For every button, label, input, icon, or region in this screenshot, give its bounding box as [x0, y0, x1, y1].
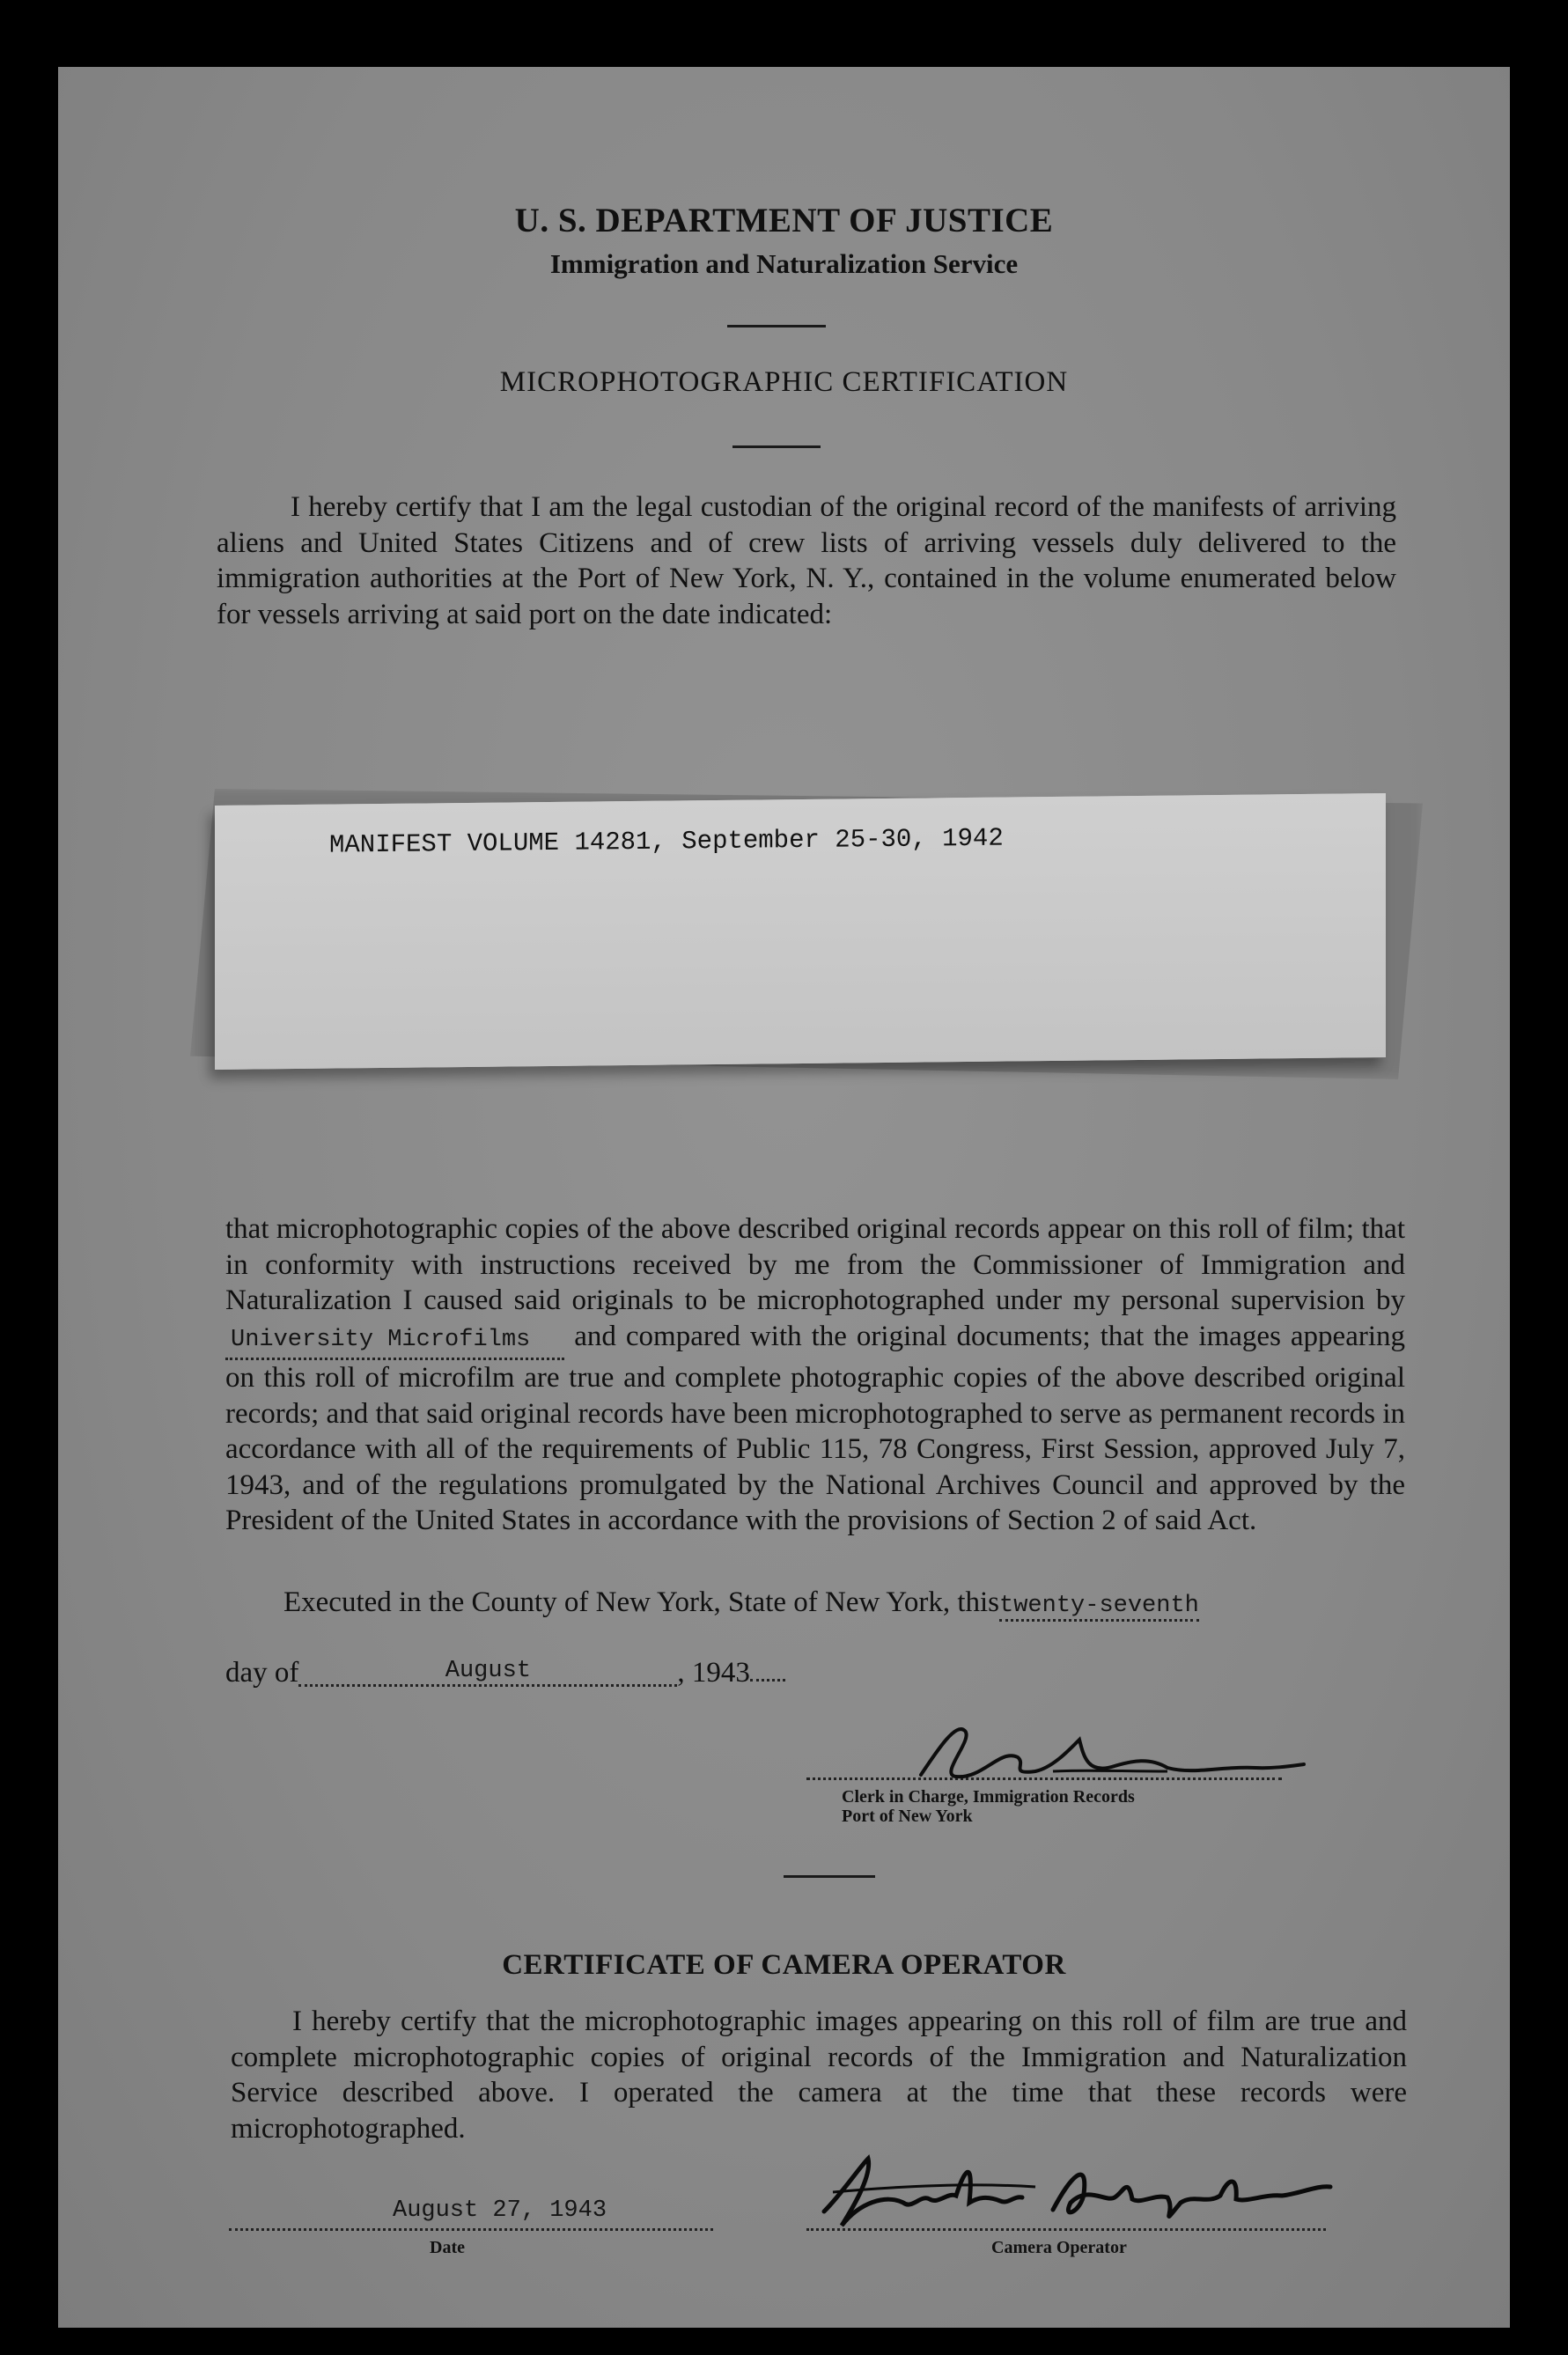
- page-title: U. S. DEPARTMENT OF JUSTICE: [514, 202, 1054, 239]
- executed-prefix: Executed in the County of New York, State of New York, this: [283, 1586, 1000, 1618]
- executed-day: twenty-seventh: [999, 1593, 1199, 1619]
- year-value: , 1943: [677, 1657, 750, 1689]
- supervisor-field: [225, 1319, 564, 1361]
- supervisor-value: University Microfilms: [231, 1326, 531, 1353]
- month-field: [298, 1652, 677, 1687]
- year-dots: [750, 1679, 785, 1682]
- volume-label: MANIFEST VOLUME 14281, September 25-30, 1942: [329, 823, 1004, 860]
- divider: [784, 1875, 875, 1878]
- date-line: [229, 2226, 713, 2231]
- operator-signature: [806, 2141, 1335, 2238]
- executed-day-field: [999, 1586, 1199, 1622]
- divider: [732, 445, 821, 448]
- executed-line: [283, 1586, 1199, 1622]
- certification-paragraph-1: I hereby certify that I am the legal custodian of the original record of the manifests of arriving aliens and United States Citizens and of crew lists of arriving vessels duly delivered to the immigration authorities at the Port of New York, N. Y., contained in the volume enumerated below for vessels arriving at said port on the date indicated:: [217, 491, 1396, 630]
- operator-label: Camera Operator: [991, 2238, 1127, 2257]
- paragraph-2-after: and compared with the original documents; that the images appearing on this roll of microfilm are true and complete photographic copies of the above described original records; and that said original records have been microphotographed to serve as permanent records in accordance with all of the requirements of Public 115, 78 Congress, First Session, approved July 7, 1943, and of the regulations promulgated by the National Archives Council and approved by the President of the United States in accordance with the provisions of Section 2 of said Act.: [225, 1320, 1405, 1536]
- date-value: August 27, 1943: [393, 2197, 607, 2224]
- certification-heading: MICROPHOTOGRAPHIC CERTIFICATION: [499, 366, 1069, 398]
- month-value: August: [445, 1658, 531, 1684]
- certificate-sheet: [58, 67, 1510, 2328]
- clerk-title-1: Clerk in Charge, Immigration Records: [842, 1787, 1135, 1807]
- clerk-signature: [903, 1713, 1308, 1792]
- clerk-title-2: Port of New York: [842, 1807, 973, 1826]
- day-of-line: [225, 1657, 785, 1692]
- date-label: Date: [430, 2238, 465, 2257]
- camera-paragraph: I hereby certify that the microphotographic images appearing on this roll of film are true and complete microphotographic copies of original records of the Immigration and Naturalization Service described above. I operated the camera at the time that these records were microphotographed.: [231, 2005, 1407, 2145]
- page-subtitle: Immigration and Naturalization Service: [549, 248, 1019, 279]
- camera-heading: CERTIFICATE OF CAMERA OPERATOR: [502, 1949, 1066, 1981]
- volume-label-slip: [215, 793, 1386, 1070]
- divider: [727, 325, 826, 327]
- paragraph-2-before: that microphotographic copies of the above described original records appear on this roll of film; that in conformity with instructions received by me from the Commissioner of Immigration and Naturalization I caused said originals to be microphotographed under my personal supervision by: [225, 1213, 1405, 1316]
- day-of-prefix: day of: [225, 1657, 299, 1689]
- certification-paragraph-2: [225, 1211, 1405, 1539]
